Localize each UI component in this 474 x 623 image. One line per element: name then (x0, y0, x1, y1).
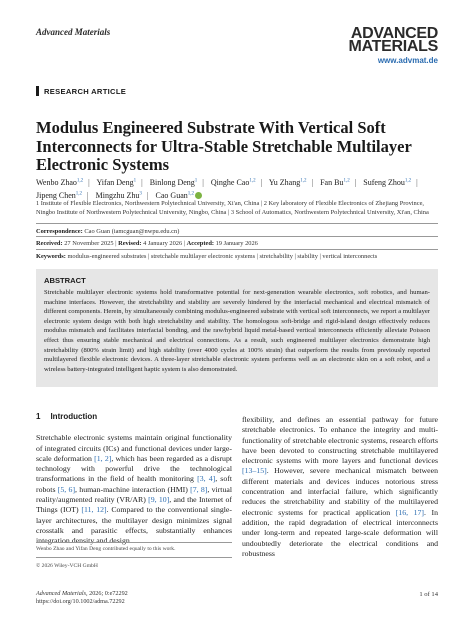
right-column (242, 415, 438, 559)
footer-journal: Advanced Materials (36, 590, 87, 597)
keywords (36, 252, 441, 261)
page-footer-citation (36, 590, 128, 606)
abstract-box (36, 269, 438, 387)
received-label: Received: (36, 240, 63, 247)
journal-url-link[interactable]: www.advmat.de (377, 56, 438, 65)
citation-link[interactable]: [1, 2] (94, 453, 112, 463)
section-heading (36, 412, 232, 422)
article-type-label: RESEARCH ARTICLE (44, 86, 127, 96)
author[interactable]: Mingzhu Zhu$^3$ (95, 190, 142, 200)
section-number: 1 (36, 412, 41, 421)
footnote-divider (36, 542, 232, 543)
author[interactable]: Qinghe Cao$^{1,2}$ (210, 177, 256, 187)
author[interactable]: Sufeng Zhou$^{1,2}$ (363, 177, 412, 187)
page-number: 1 of 14 (419, 591, 438, 598)
keywords-label: Keywords: (36, 253, 66, 260)
journal-name: Advanced Materials (36, 27, 111, 37)
author-separator: | (354, 177, 357, 187)
author[interactable]: Binlong Deng$^1$ (149, 177, 198, 187)
footer-citation: , 2026; 0:e72292 (86, 590, 128, 597)
article-type-bar (36, 86, 39, 96)
copyright-note: © 2026 Wiley-VCH GmbH (36, 563, 98, 569)
correspondence (36, 227, 441, 236)
keywords-text: modulus-engineered substrates | stretchable multilayer electronic systems | stretchability | stability | vertical interconnects (67, 253, 378, 260)
logo-line-1: ADVANCED (350, 25, 438, 42)
citation-link[interactable]: [16, 17] (395, 507, 424, 517)
author-separator: | (416, 177, 418, 187)
date-separator: | (183, 240, 187, 247)
divider (36, 223, 438, 224)
author[interactable]: Jipeng Chen$^{1,2}$ (36, 190, 83, 200)
abstract-heading: ABSTRACT (44, 276, 86, 285)
revised-label: Revised: (118, 240, 142, 247)
author[interactable]: Cao Guan$^{1,2}$ (156, 191, 202, 200)
contribution-note: Wenbo Zhao and Yifan Deng contributed equally to this work. (36, 546, 176, 552)
article-type (36, 86, 126, 96)
citation-link[interactable]: [11, 12] (81, 505, 107, 515)
author-list (36, 175, 441, 201)
logo-line-2: MATERIALS (348, 38, 438, 55)
author-separator: | (202, 177, 204, 187)
footer-doi-link[interactable]: https://doi.org/10.1002/adma.72292 (36, 598, 125, 605)
author-separator: | (146, 190, 149, 200)
article-dates (36, 239, 441, 248)
citation-link[interactable]: [7, 8] (190, 484, 208, 494)
accepted-label: Accepted: (186, 240, 214, 247)
intro-paragraph-continued: flexibility, and defines an essential pathway for future stretchable electronics. To enhance the integrity and multi-functionality of stretchable electronic systems, research efforts have been devoted to constructing stretchable multilayered electronic systems with more layers and functional devices [13–15]. However, severe mechanical mismatch between different materials and devices induces notorious stress concentration and interfacial failure, which significantly reduces the stretchability and stability of the multilayered electronic systems for practical application [16, 17]. In addition, the rapid degradation of electrical interconnects under long-term and repeated large-scale deformation will undoubtedly deteriorate the electrical conditions and robustness (242, 415, 438, 558)
section-title: Introduction (50, 412, 98, 421)
author-separator: | (141, 177, 143, 187)
author[interactable]: Yifan Deng$^1$ (96, 177, 137, 187)
accepted-date: 19 January 2026 (215, 240, 258, 247)
received-date: 27 November 2025 (64, 240, 114, 247)
citation-link[interactable]: [5, 6] (57, 484, 76, 494)
author[interactable]: Fan Bu$^{1,2}$ (320, 177, 350, 187)
citation-link[interactable]: [9, 10] (148, 495, 170, 505)
author-separator: | (87, 190, 89, 200)
date-separator: | (115, 240, 119, 247)
article-title: Modulus Engineered Substrate With Vertical Soft Interconnects for Ultra-Stable Stretchable Multilayer Electronic Systems (36, 118, 412, 174)
left-column (36, 412, 232, 547)
author-separator: | (88, 177, 90, 187)
affiliations: 1 Institute of Flexible Electronics, Northwestern Polytechnical University, Xi'an, China | 2 Key laboratory of Flexible Electronics of Zhejiang Province, Ningbo Institute of Northwestern Polytechnical University, Ningbo, China | 3 School of Automatics, Northwestern Polytechnical University, Xi'an, China (36, 200, 429, 216)
abstract-text: Stretchable multilayer electronic systems hold transformative potential for next-generation wearable electronics, soft robotics, and human-machine interfaces. However, the stretchability and stability are severely hindered by the interfacial mechanical and electrical mismatch of different components. Herein, by simultaneously combining modulus-engineered substrate with vertical soft interconnects, we report a multilayer electronic system design with both high stretchability and stability. The homologous soft-bridge and rigid-island design effectively reduces modulus mismatch and facilitates interfacial bonding, and the raw/hybrid liquid metal-based vertical interconnects efficiently alleviate Poisson effect thus ensuring stable mechanical and electrical connections. As a result, such engineered multilayer electronics demonstrate high stretchability (800% strain limit) and high stability (over 4000 cycles at 100% strain) that outperform the results from previously reported multilayered flexible electronic devices. A three-layer stretchable electronic system performs well as an electronic skin on a soft robot, and a wireless battery-integrated intelligent haptic system is also demonstrated. (44, 289, 430, 373)
footnote-divider (36, 557, 232, 558)
journal-logo[interactable] (349, 27, 438, 65)
page-header (36, 27, 438, 67)
author[interactable]: Wenbo Zhao$^{1,2}$ (36, 177, 84, 187)
divider (36, 236, 438, 237)
author[interactable]: Yu Zhang$^{1,2}$ (268, 177, 307, 187)
citation-link[interactable]: [13–15] (242, 466, 267, 476)
divider (36, 249, 438, 250)
citation-link[interactable]: [3, 4] (197, 474, 216, 484)
author-separator: | (260, 177, 263, 187)
revised-date: 4 January 2026 (143, 240, 183, 247)
correspondence-label: Correspondence: (36, 228, 83, 235)
author-separator: | (311, 177, 314, 187)
correspondence-text[interactable]: Cao Guan (iamcguan@nwpu.edu.cn) (84, 228, 180, 235)
intro-paragraph: Stretchable electronic systems maintain original functionality of integrated circuits (ICs) and functional devices under large-scale deformation [1, 2], which has been regarded as a disrupt technology with powerful drive the technological transformations in the field of health monitoring [3, 4], soft robots [5, 6], human-machine interaction (HMI) [7, 8], virtual reality/augmented reality (VR/AR) [9, 10], and the Internet of Things (IOT) [11, 12]. Compared to the conventional single-layer architectures, the multilayer design minimizes signal crosstalk and parasitic effects, substantially enhances integration density and design (36, 433, 233, 546)
